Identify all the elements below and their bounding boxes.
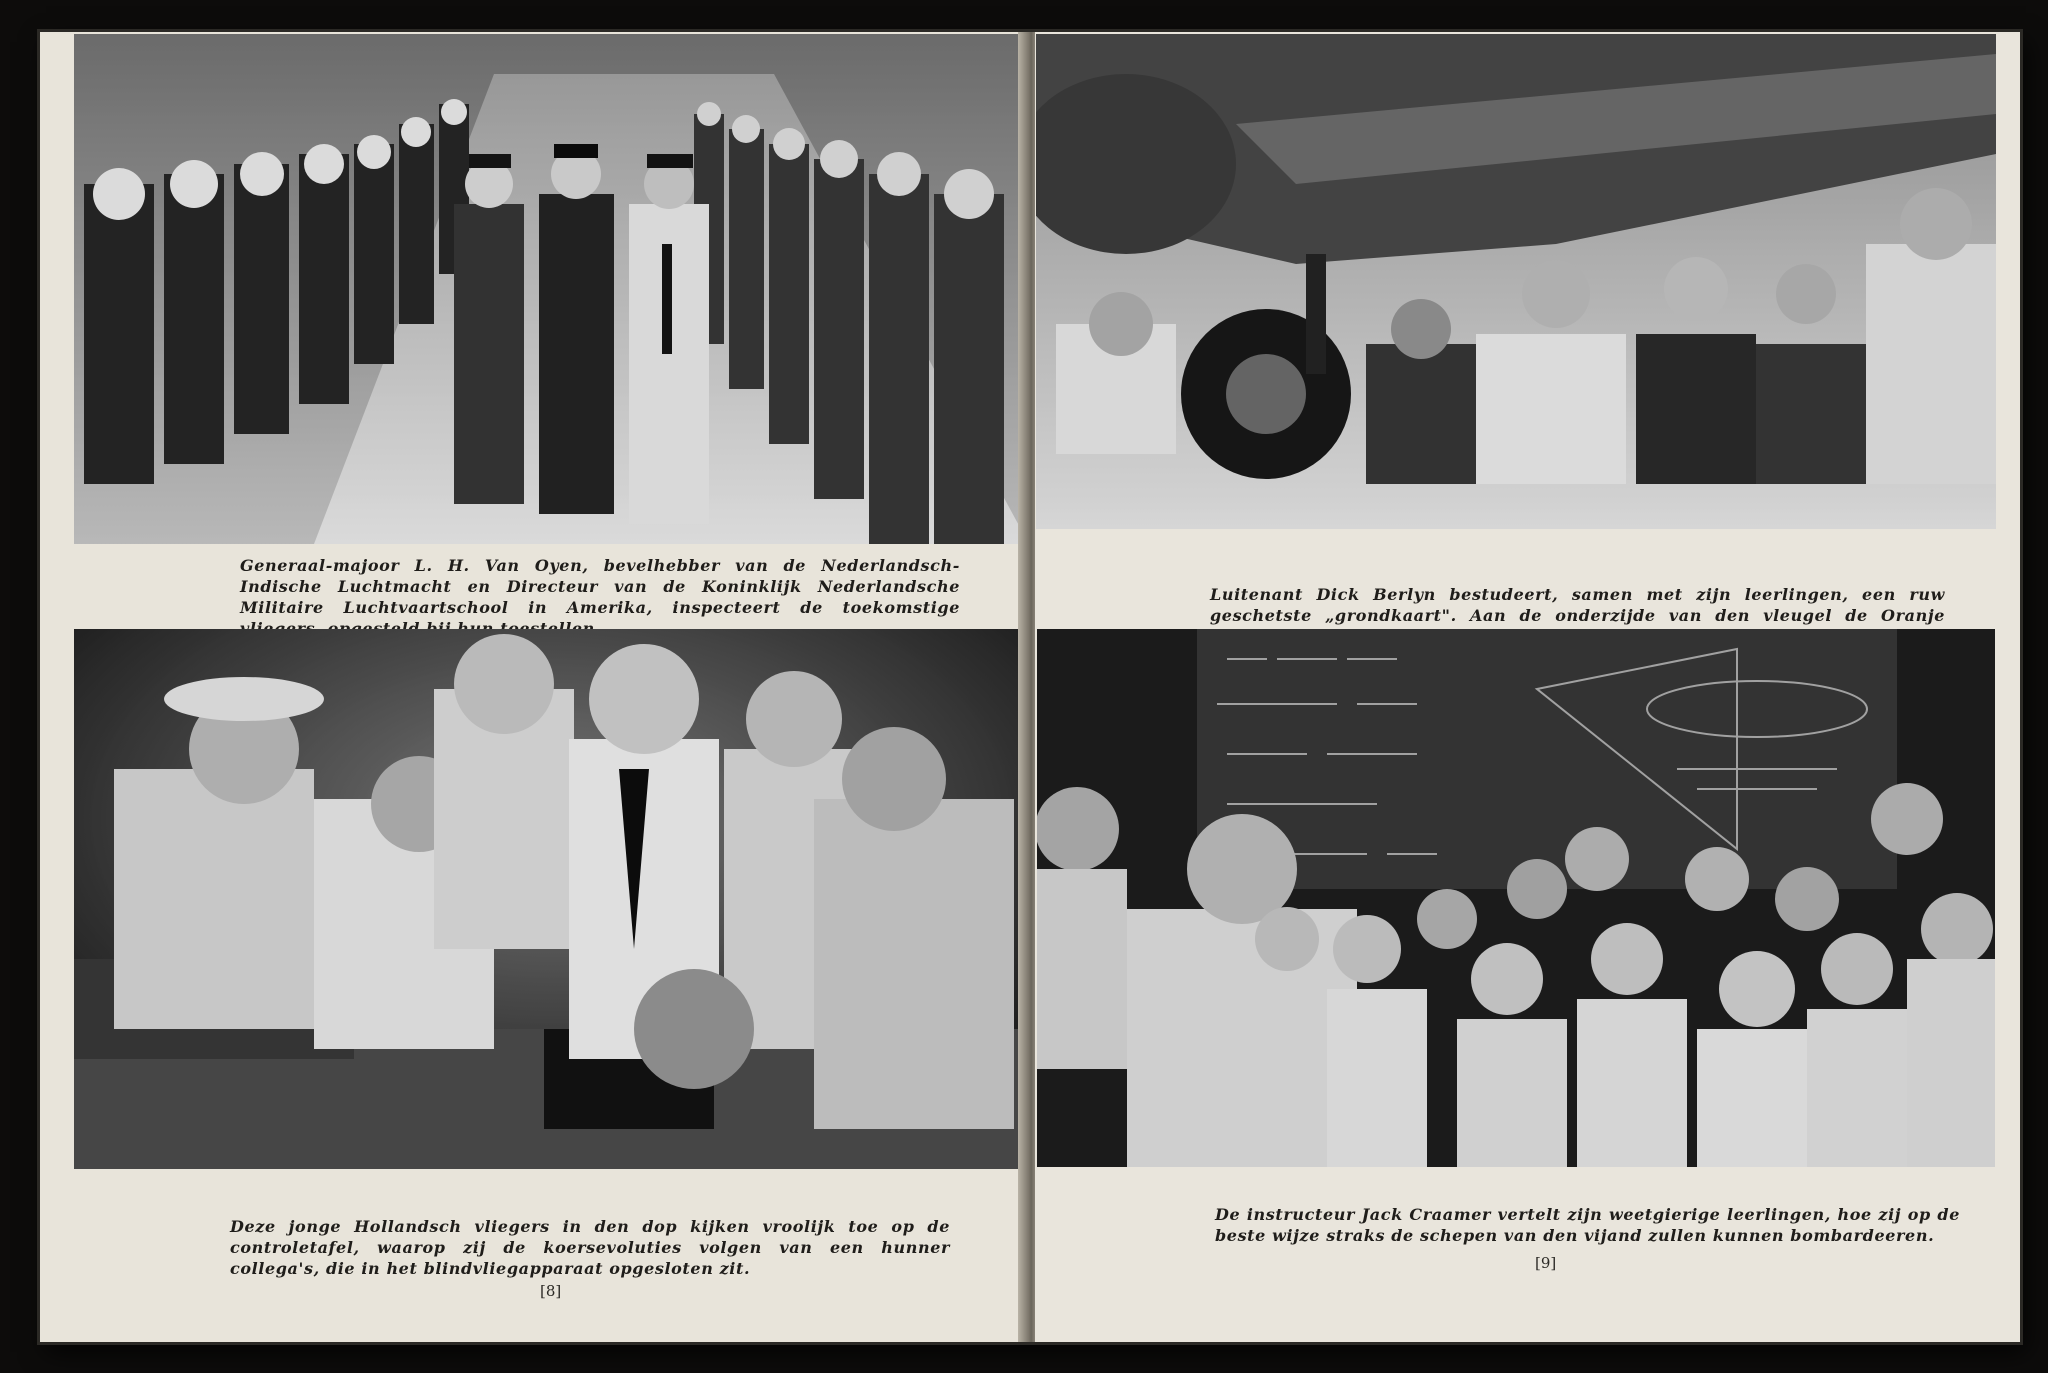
photo-aircraft-wheel-lesson xyxy=(1036,34,1996,529)
right-page xyxy=(1035,32,2020,1342)
photo-classroom-instructor xyxy=(1037,629,1995,1167)
caption-aircraft-wheel: Luitenant Dick Berlyn bestudeert, samen met zijn leerlingen, een ruw geschetste „grondkaart". Aan de onderzijde van den vleugel de Oranje xyxy=(1210,585,1945,625)
photo-inspection-of-cadets xyxy=(74,34,1029,544)
caption-inspection: Generaal-majoor L. H. Van Oyen, bevelhebber van de Nederlandsch-Indische Luchtmacht en Directeur van de Koninklijk Nederlandsche Militaire Luchtvaartschool in Amerika, inspecteert de toekomstige xyxy=(240,556,960,617)
photo-control-table xyxy=(74,629,1029,1169)
booklet-spread xyxy=(40,32,2020,1342)
page-number-left: [8] xyxy=(540,1282,562,1300)
left-page xyxy=(40,32,1025,1342)
page-number-right: [9] xyxy=(1535,1254,1557,1272)
caption-classroom: De instructeur Jack Craamer vertelt zijn weetgierige leerlingen, hoe zij op de beste wijze straks de schepen van den vijand zullen kunnen bombardeeren. xyxy=(1215,1205,1960,1245)
caption-control-table: Deze jonge Hollandsch vliegers in den dop kijken vroolijk toe op de controletafel, waarop zij de koersevoluties volgen van een hunner collega's, die in het blindvliegapparaat opgesloten zit. xyxy=(230,1217,950,1278)
